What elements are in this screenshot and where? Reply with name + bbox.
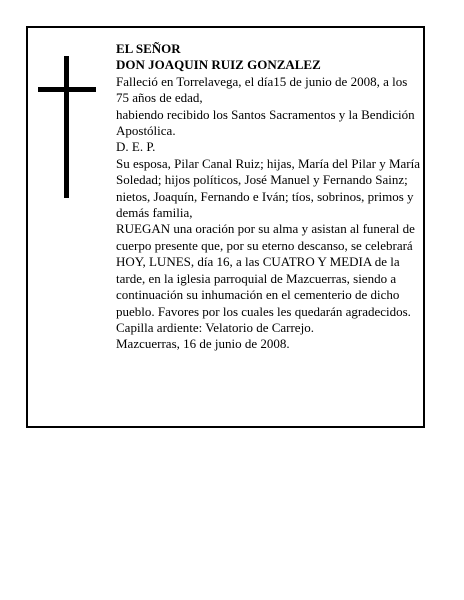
obituary-notice bbox=[26, 26, 425, 428]
rip-line: D. E. P. bbox=[116, 139, 156, 155]
deceased-name: DON JOAQUIN RUIZ GONZALEZ bbox=[116, 57, 321, 73]
cross-vertical-bar bbox=[64, 56, 69, 198]
notice-text bbox=[116, 41, 420, 353]
sacraments-line: habiendo recibido los Santos Sacramentos y la Bendición Apostólica. bbox=[116, 106, 415, 139]
place-date-line: Mazcuerras, 16 de junio de 2008. bbox=[116, 336, 290, 352]
family-list: Su esposa, Pilar Canal Ruiz; hijas, María del Pilar y María Soledad; hijos políticos, José Manuel y Fernando Sainz; nietos, Joaquín, Fernando e Iván; tíos, sobrinos, primos y demás familia, bbox=[116, 155, 420, 221]
cross-horizontal-bar bbox=[38, 87, 96, 92]
death-announcement: Falleció en Torrelavega, el día15 de junio de 2008, a los 75 años de edad, bbox=[116, 73, 408, 106]
notice-heading: EL SEÑOR bbox=[116, 41, 181, 56]
cross-icon bbox=[38, 56, 100, 198]
funeral-details: RUEGAN una oración por su alma y asistan al funeral de cuerpo presente que, por su eterno descanso, se celebrará HOY, LUNES, día 16, a las CUATRO Y MEDIA de la tarde, en la iglesia parroquial de Mazcuerras, siendo a continuación su inhumación en el cementerio de dicho pueblo. Favores por los cuales les quedarán agradecidos. Capilla ardiente: Velatorio de Carrejo. bbox=[116, 221, 415, 335]
